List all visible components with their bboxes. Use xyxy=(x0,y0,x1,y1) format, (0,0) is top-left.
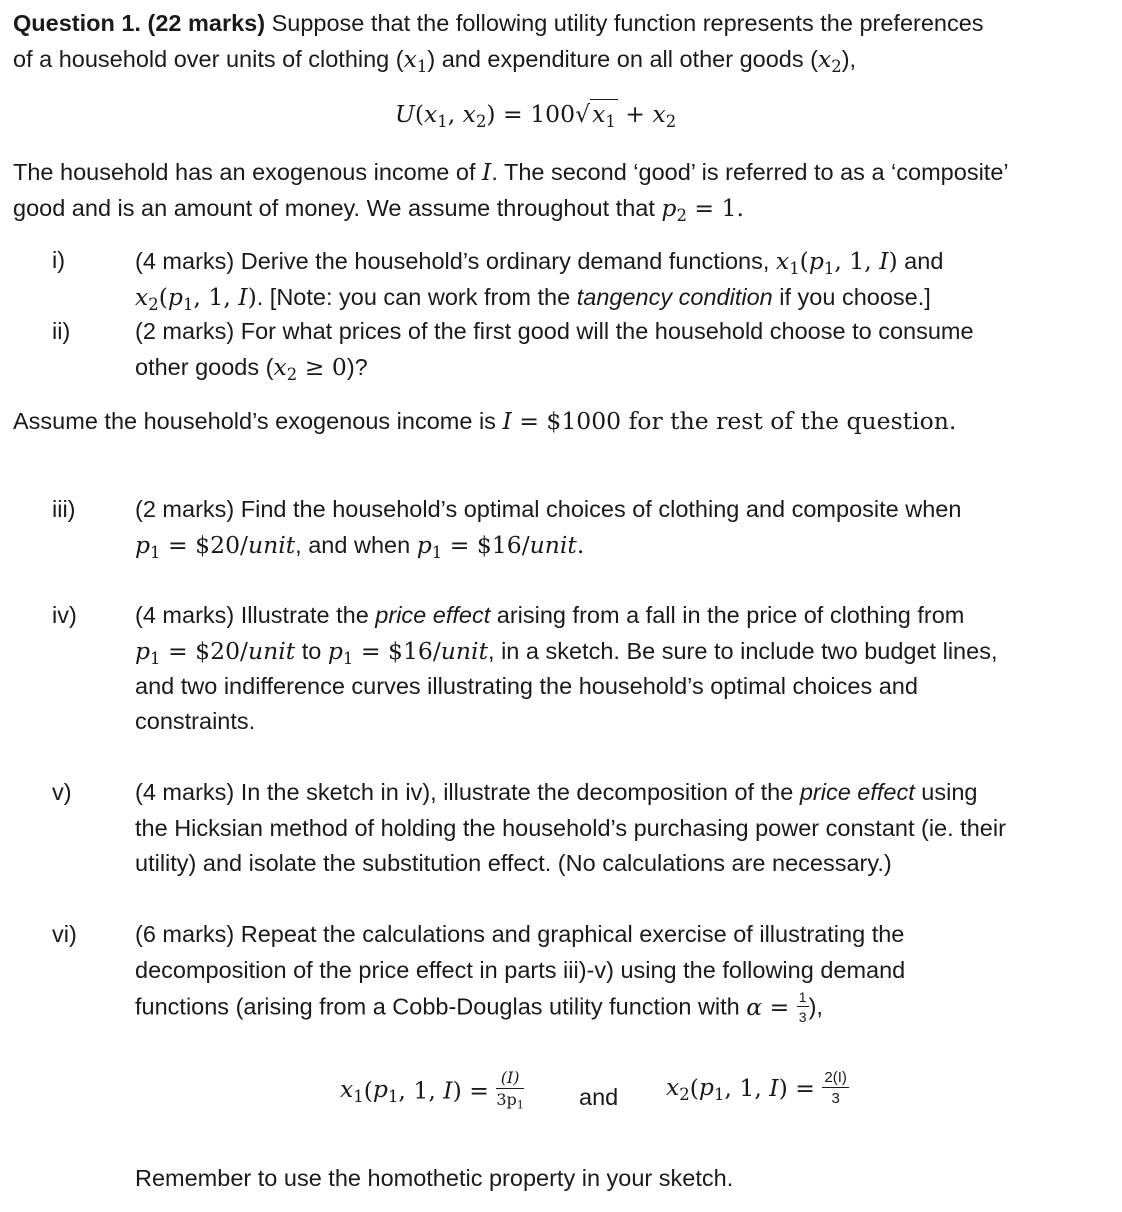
utility-symbol: U xyxy=(395,100,415,128)
part-iv-line2: $p_1$ = $20/unit to $p_1$ = $16/unit, in a sketch. Be sure to include two budget lines, xyxy=(135,637,998,668)
closing-note: Remember to use the homothetic property in your sketch. xyxy=(135,1165,734,1191)
part-i-line2: $x_2(p_1$, 1, I). [Note: you can work from the tangency condition if you choose.] xyxy=(135,283,931,314)
part-v-line2: the Hicksian method of holding the household’s purchasing power constant (ie. their xyxy=(135,815,1006,841)
part-v-label: v) xyxy=(52,779,72,805)
price-effect-emphasis: price effect xyxy=(375,602,491,628)
question-title: Question 1. (22 marks) xyxy=(13,10,266,36)
math-x1: $x_1$ xyxy=(403,45,428,76)
demand-and: and xyxy=(579,1084,619,1110)
part-ii-label: ii) xyxy=(52,318,71,344)
part-vi-line1: (6 marks) Repeat the calculations and graphical exercise of illustrating the xyxy=(135,921,905,947)
part-iii-line1: (2 marks) Find the household’s optimal choices of clothing and composite when xyxy=(135,496,962,522)
part-iii-label: iii) xyxy=(52,496,76,522)
heading-text-2c: ), xyxy=(841,46,857,72)
alpha-symbol: α xyxy=(746,993,763,1021)
part-ii-line1: (2 marks) For what prices of the first good will the household choose to consume xyxy=(135,318,974,344)
income-assumption: Assume the household’s exogenous income is I = $1000 for the rest of the question. xyxy=(13,407,957,435)
demand-x1-fraction: $\frac{(I)}{3p_1}$ xyxy=(496,1068,524,1112)
utility-coefficient: 100 xyxy=(530,100,576,128)
math-x2: $x_2$ xyxy=(817,45,842,76)
demand-x2-fraction: $\frac{2(I)}{3}$ xyxy=(824,1069,847,1107)
part-ii-line2: other goods $(x_2 \ge 0)$? xyxy=(135,353,368,384)
math-p2: $p_2$ xyxy=(661,194,687,225)
heading-text-1: Suppose that the following utility function represents the preferences xyxy=(265,10,984,36)
price-effect-emphasis-2: price effect xyxy=(799,779,915,805)
demand-x2: $x_2(p_1$, 1, I) = $\frac{2(I)}{3}$ xyxy=(666,1069,847,1107)
plus-sign: + xyxy=(625,100,645,128)
part-iv-label: iv) xyxy=(52,602,77,628)
demand-x1: $x_1(p_1$, 1, I) = $\frac{(I)}{3p_1}$ xyxy=(340,1068,524,1112)
part-vi-line2: decomposition of the price effect in parts iii)-v) using the following demand xyxy=(135,957,906,983)
part-vi-line3: functions (arising from a Cobb-Douglas utility function with α = $\frac{1}{3}$ ), xyxy=(135,989,823,1025)
part-iv-line1: (4 marks) Illustrate the price effect arising from a fall in the price of clothing from xyxy=(135,602,965,628)
part-iii-line2: $p_1$ = $20/unit, and when $p_1$ = $16/unit. xyxy=(135,531,585,562)
alpha-fraction: $\frac{1}{3}$ xyxy=(798,989,807,1025)
part-iv-line3: and two indifference curves illustrating the household’s optimal choices and xyxy=(135,673,918,699)
part-i-label: i) xyxy=(52,247,66,273)
part-v-line1: (4 marks) In the sketch in iv), illustrate the decomposition of the price effect using xyxy=(135,779,978,805)
part-iv-line4: constraints. xyxy=(135,708,256,734)
intro-line1: The household has an exogenous income of I. The second ‘good’ is referred to as a ‘composite’ xyxy=(13,158,1009,186)
part-vi-label: vi) xyxy=(52,921,77,947)
part-i-line1: (4 marks) Derive the household’s ordinary demand functions, $x_1(p_1$, 1, I) and xyxy=(135,247,944,278)
part-v-line3: utility) and isolate the substitution effect. (No calculations are necessary.) xyxy=(135,850,892,876)
heading-text-2b: ) and expenditure on all other goods ( xyxy=(427,46,818,72)
tangency-condition-emphasis: tangency condition xyxy=(576,284,773,310)
question-heading-line1 xyxy=(13,10,984,37)
question-heading-line2 xyxy=(13,45,856,76)
utility-equation: $U(x_1$, $x_2) = 100√x_1 + x_2$ xyxy=(395,100,677,131)
heading-text-2a: of a household over units of clothing ( xyxy=(13,46,404,72)
intro-line2: good and is an amount of money. We assume throughout that $p_2 = 1$. xyxy=(13,194,744,225)
math-income-I: I xyxy=(482,158,492,186)
